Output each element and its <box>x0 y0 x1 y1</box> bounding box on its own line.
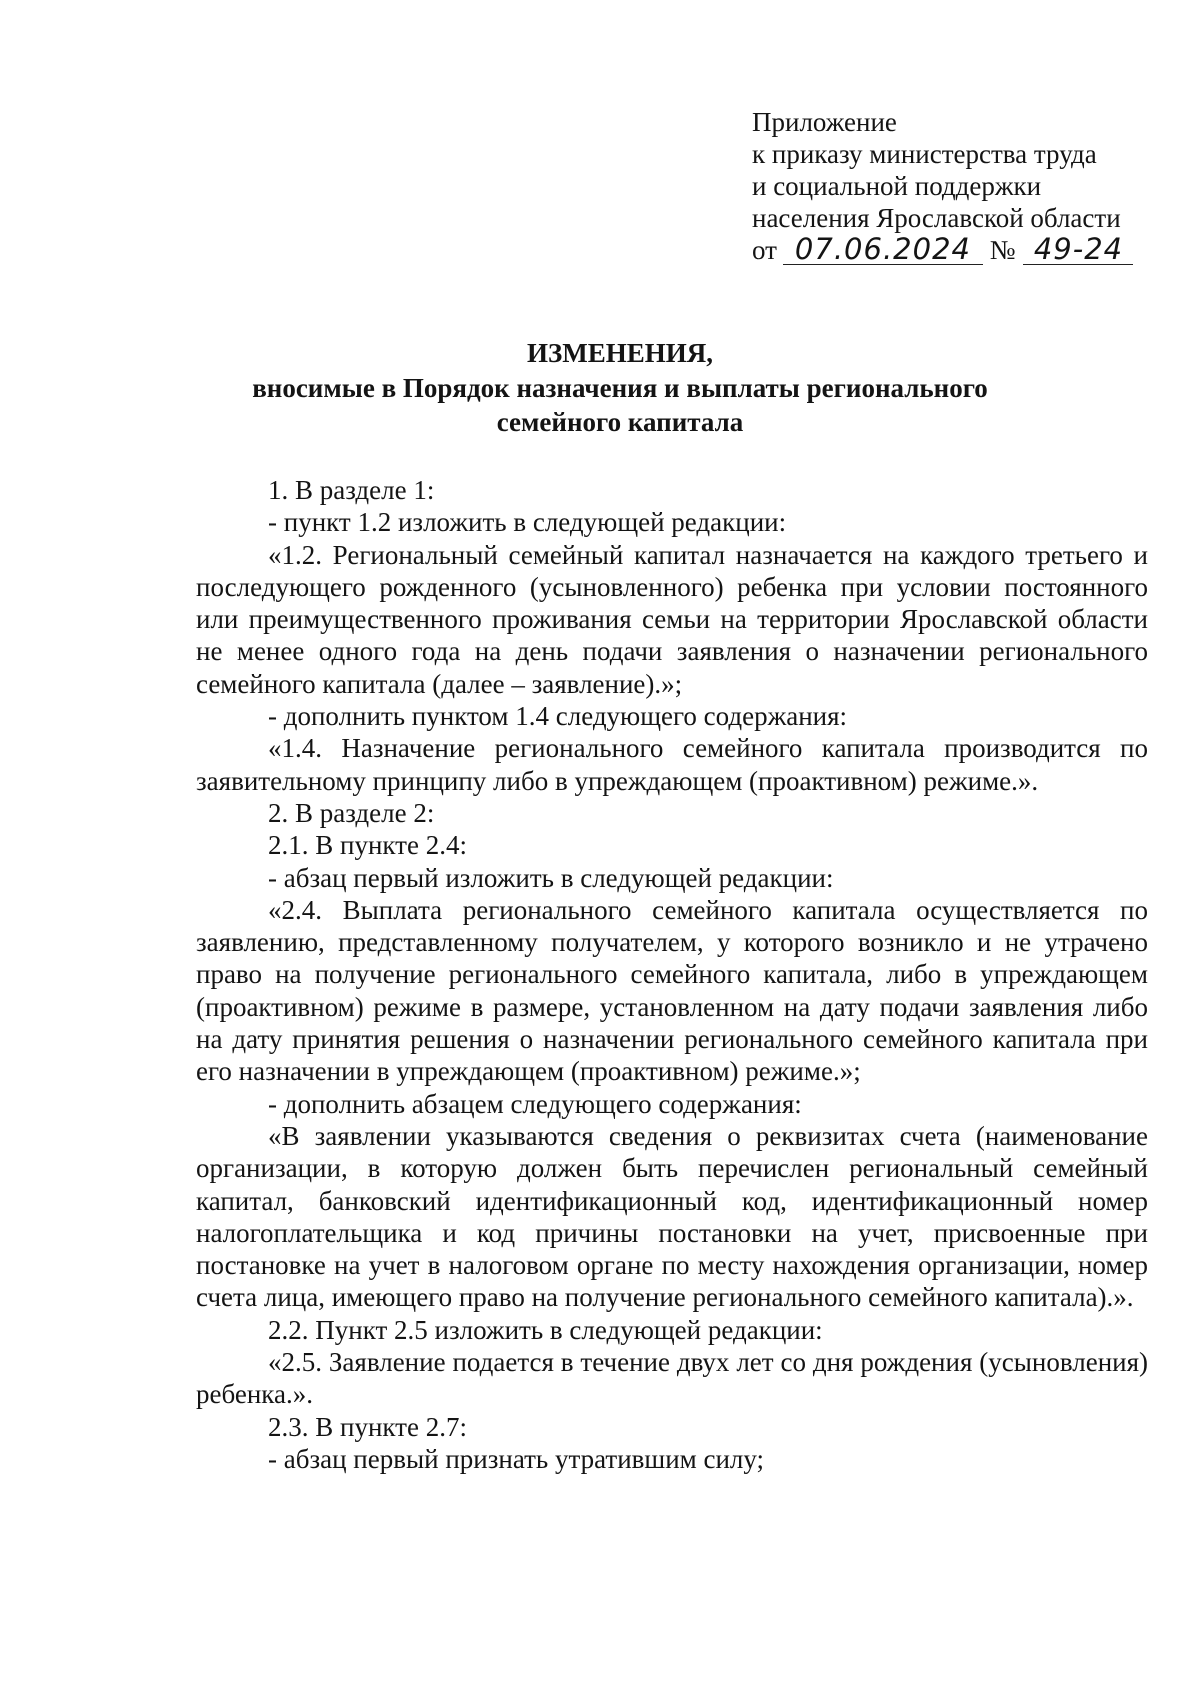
appendix-line-2: к приказу министерства труда <box>752 139 1097 169</box>
appendix-block <box>752 106 1133 266</box>
number-label: № <box>989 235 1016 265</box>
document-subtitle-line-2: семейного капитала <box>496 407 744 437</box>
paragraph: - дополнить пунктом 1.4 следующего содержания: <box>268 701 848 732</box>
paragraph: - абзац первый признать утратившим силу; <box>268 1443 765 1474</box>
handwritten-number: 49-24 <box>1023 234 1133 265</box>
paragraph: 2.3. В пункте 2.7: <box>268 1411 467 1442</box>
appendix-line-3: и социальной поддержки <box>752 171 1042 201</box>
paragraph: - пункт 1.2 изложить в следующей редакции: <box>268 507 787 538</box>
document-body <box>196 474 1148 1475</box>
handwritten-date: 07.06.2024 <box>783 234 983 265</box>
paragraph: - абзац первый изложить в следующей редакции: <box>268 862 834 893</box>
paragraph: «2.5. Заявление подается в течение двух лет со дня рождения (усыновления) ребенка.». <box>196 1347 1148 1410</box>
paragraph: 2.2. Пункт 2.5 изложить в следующей редакции: <box>268 1314 823 1345</box>
paragraph: «1.2. Региональный семейный капитал назначается на каждого третьего и последующего рожденного (усыновленного) ребенка при условии постоянного или преимущественного проживания семьи на территории Ярославской области не менее одного года на день подачи заявления о назначении регионального семейного капитала (далее – заявление).»; <box>196 539 1148 699</box>
document-title: ИЗМЕНЕНИЯ, <box>526 338 713 368</box>
paragraph: «2.4. Выплата регионального семейного капитала осуществляется по заявлению, представленному получателем, у которого возникло и не утрачено право на получение регионального семейного капитала, либо в упреждающем (проактивном) режиме в размере, установленном на дату подачи заявления либо на дату принятия решения о назначении регионального семейного капитала при его назначении в упреждающем (проактивном) режиме.»; <box>196 894 1148 1087</box>
paragraph: «1.4. Назначение регионального семейного капитала производится по заявительному принципу либо в упреждающем (проактивном) режиме.». <box>196 733 1148 796</box>
paragraph: «В заявлении указываются сведения о реквизитах счета (наименование организации, в которую должен быть перечислен региональный семейный капитал, банковский идентификационный код, идентификационный номер налогоплательщика и код причины постановки на учет, присвоенные при постановке на учет в налоговом органе по месту нахождения организации, номер счета лица, имеющего право на получение регионального семейного капитала).». <box>196 1120 1148 1313</box>
appendix-line-1: Приложение <box>752 107 897 137</box>
from-label: от <box>752 235 777 265</box>
appendix-date-line <box>752 234 1133 266</box>
paragraph: 1. В разделе 1: <box>268 475 435 505</box>
paragraph: - дополнить абзацем следующего содержания: <box>268 1088 802 1119</box>
appendix-line-4: населения Ярославской области <box>752 203 1121 233</box>
document-subtitle-line-1: вносимые в Порядок назначения и выплаты регионального <box>252 373 988 403</box>
paragraph: 2. В разделе 2: <box>268 797 435 828</box>
paragraph: 2.1. В пункте 2.4: <box>268 830 467 861</box>
